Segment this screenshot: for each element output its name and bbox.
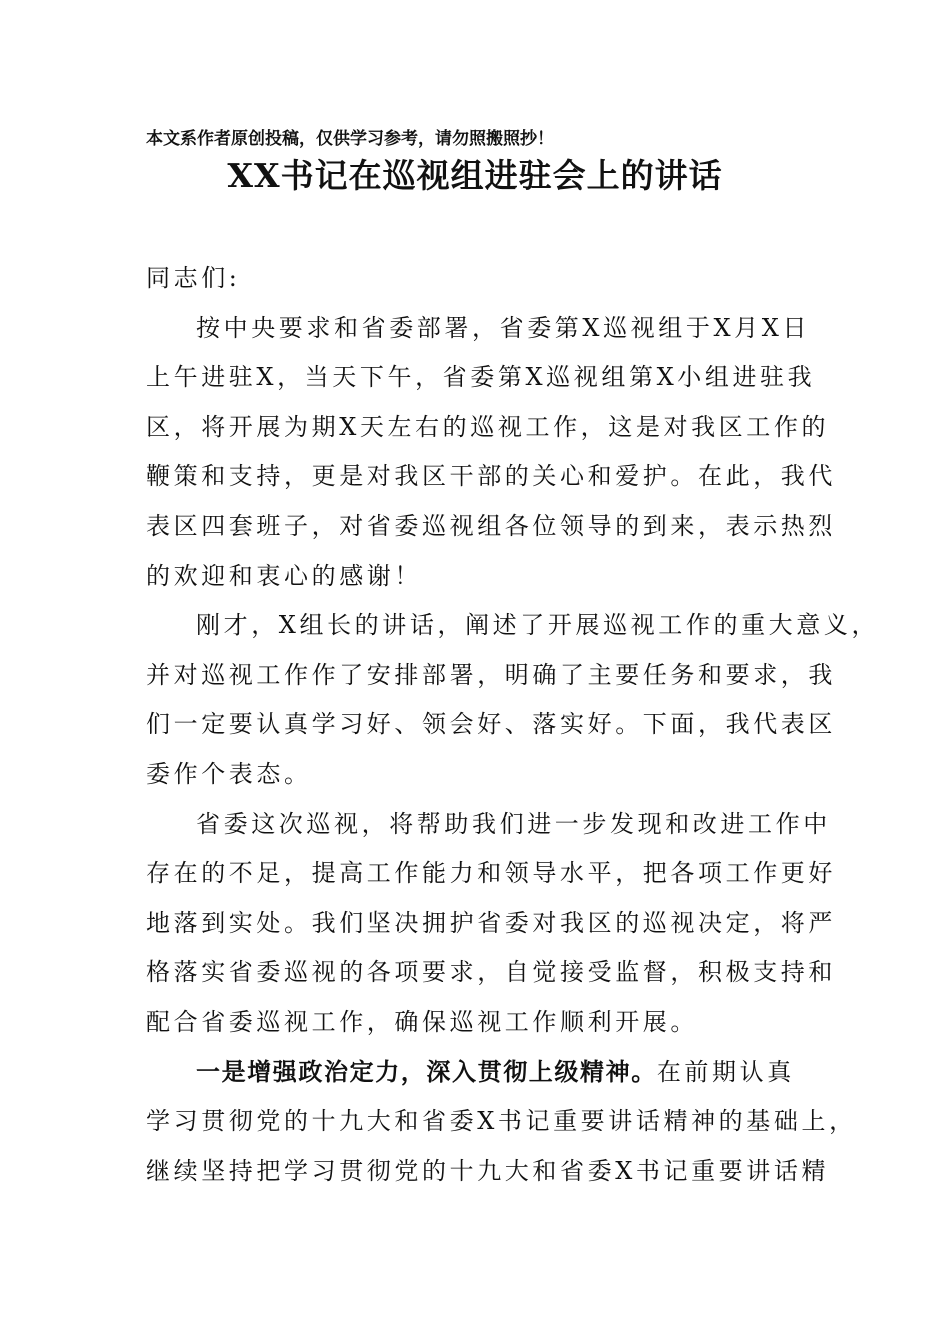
text-line: 表区四套班子，对省委巡视组各位领导的到来，表示热烈	[146, 511, 836, 540]
paragraph	[146, 601, 880, 799]
text-run: 在前期认真	[656, 1057, 795, 1086]
paragraph	[146, 800, 836, 1048]
text-line: 学习贯彻党的十九大和省委X书记重要讲话精神的基础上，	[146, 1107, 857, 1136]
text-line: 委作个表态。	[146, 759, 312, 788]
paragraph	[146, 304, 836, 602]
text-line: 并对巡视工作作了安排部署，明确了主要任务和要求，我	[146, 660, 836, 689]
text-line: 继续坚持把学习贯彻党的十九大和省委X书记重要讲话精	[146, 1156, 830, 1185]
text-line: 刚才，X组长的讲话，阐述了开展巡视工作的重大意义，	[196, 611, 880, 640]
text-line: 的欢迎和衷心的感谢！	[146, 561, 422, 590]
copyright-notice: 本文系作者原创投稿，仅供学习参考，请勿照搬照抄！	[146, 129, 554, 149]
salutation: 同志们:	[146, 264, 241, 292]
text-line: 们一定要认真学习好、领会好、落实好。下面，我代表区	[146, 710, 836, 739]
page-title: XX书记在巡视组进驻会上的讲话	[227, 156, 723, 195]
text-line: 配合省委巡视工作，确保巡视工作顺利开展。	[146, 1007, 698, 1036]
text-line: 按中央要求和省委部署，省委第X巡视组于X月X日	[196, 313, 811, 342]
text-line: 格落实省委巡视的各项要求，自觉接受监督，积极支持和	[146, 958, 836, 987]
text-line: 存在的不足，提高工作能力和领导水平，把各项工作更好	[146, 859, 836, 888]
text-line: 上午进驻X，当天下午，省委第X巡视组第X小组进驻我	[146, 363, 816, 392]
text-line: 地落到实处。我们坚决拥护省委对我区的巡视决定，将严	[146, 908, 836, 937]
document-body	[146, 254, 880, 1196]
text-line: 鞭策和支持，更是对我区干部的关心和爱护。在此，我代	[146, 462, 836, 491]
paragraph	[146, 1048, 857, 1197]
text-line: 省委这次巡视，将帮助我们进一步发现和改进工作中	[196, 809, 831, 838]
section-heading: 一是增强政治定力，深入贯彻上级精神。	[196, 1057, 657, 1086]
text-line: 区，将开展为期X天左右的巡视工作，这是对我区工作的	[146, 412, 830, 441]
text-line	[146, 1048, 810, 1098]
